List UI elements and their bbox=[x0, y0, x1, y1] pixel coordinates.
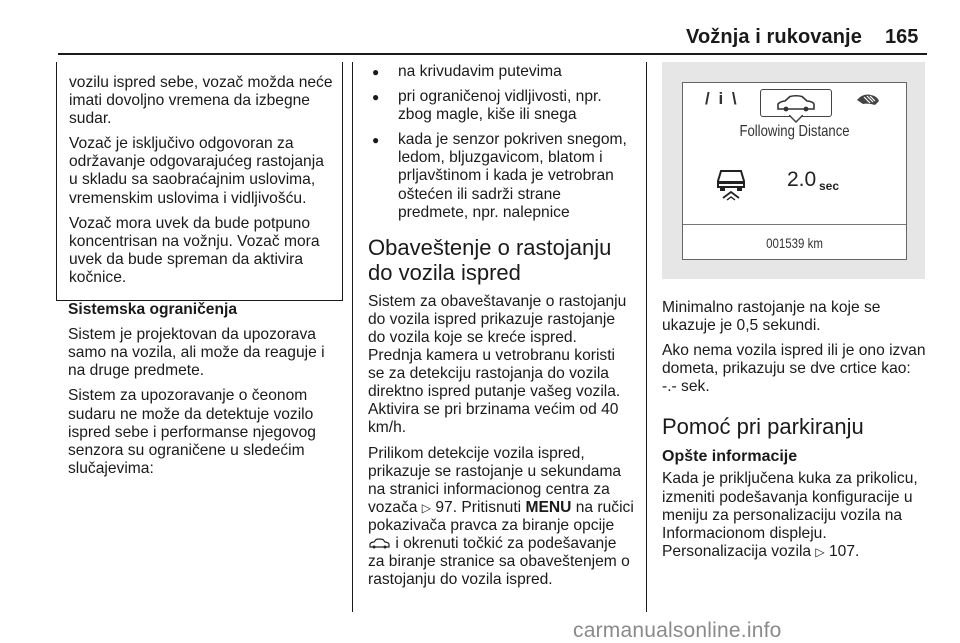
odometer-readout: 001539 km bbox=[766, 235, 823, 251]
body-paragraph: Minimalno rastojanje na koje se ukazuje je 0,5 sekundi. bbox=[662, 299, 881, 335]
display-tab-vehicle-selected bbox=[760, 89, 832, 117]
text-fragment: Kada je priključena kuka za prikolicu, izmeniti podešavanja konfiguracije u meniju za personalizaciju vozila na Informacionom displeju. Personalizacija vozila bbox=[662, 470, 918, 560]
page-reference-link[interactable]: 107 bbox=[829, 542, 856, 560]
column-3 bbox=[662, 62, 928, 568]
display-separator bbox=[683, 224, 906, 225]
body-paragraph bbox=[368, 445, 634, 590]
following-distance-value: 2.0 bbox=[787, 168, 817, 191]
header-rule bbox=[58, 53, 927, 55]
warning-box bbox=[56, 62, 343, 301]
cross-reference-icon: ▷ bbox=[421, 500, 431, 515]
page-header-title: Vožnja i rukovanje bbox=[686, 26, 862, 48]
display-title: Following Distance bbox=[739, 123, 850, 140]
section-heading-following-distance: Obaveštenje o rastojanju do vozila ispred bbox=[368, 234, 612, 285]
section-heading-parking-assist: Pomoć pri parkiranju bbox=[662, 414, 864, 440]
section-subheading-system-limits: Sistemska ograničenja bbox=[68, 301, 238, 319]
body-paragraph bbox=[662, 470, 928, 560]
page-reference-link[interactable]: 97 bbox=[435, 498, 453, 516]
text-fragment: i okrenuti točkić za podešavanje za biranje stranice sa obaveštenjem o rastojanju do vozila ispred. bbox=[368, 534, 630, 589]
tab-pointer bbox=[789, 115, 803, 123]
list-item: ● na krivudavim putevima bbox=[368, 63, 634, 81]
vehicle-ahead-icon bbox=[711, 167, 751, 201]
display-tab-bar bbox=[683, 90, 906, 114]
warning-paragraph: Vozač je isključivo odgovoran za održavanje odgovarajućeg rastojanja u skladu sa saobraćajnim uslovima, vremenskim uslovima i vidljivošću. bbox=[69, 135, 324, 207]
menu-button-label: MENU bbox=[525, 498, 572, 516]
watermark: carmanualsonline.info bbox=[573, 619, 782, 642]
display-tab-info: / i \ bbox=[705, 89, 739, 108]
column-1 bbox=[68, 62, 344, 485]
text-fragment: na ručici pokazivača pravca za biranje opcije bbox=[368, 498, 634, 534]
warning-paragraph: vozilu ispred sebe, vozač možda neće imati dovoljno vremena da izbegne sudar. bbox=[69, 74, 333, 128]
body-paragraph: Sistem za obaveštavanje o rastojanju do vozila ispred prikazuje rastojanje do vozila koje se kreće ispred. Prednja kamera u vetrobranu koristi se za detekciju rastojanja do vozila direktno ispred putanje vašeg vozila. Aktivira se pri brzinama većim od 40 km/h. bbox=[368, 292, 627, 437]
limitations-list bbox=[368, 63, 634, 222]
body-paragraph: Sistem je projektovan da upozorava samo na vozila, ali može da reaguje i na druge predmete. bbox=[68, 326, 325, 380]
warning-paragraph: Vozač mora uvek da bude potpuno koncentrisan na vožnju. Vozač mora uvek da bude spreman da aktivira kočnice. bbox=[69, 214, 320, 286]
road-sign-icon bbox=[855, 92, 881, 108]
column-divider-2 bbox=[646, 62, 647, 612]
car-icon bbox=[761, 90, 831, 116]
text-fragment: . bbox=[855, 542, 860, 560]
body-paragraph: Sistem za upozoravanje o čeonom sudaru ne može da detektuje vozilo ispred sebe i performanse njegovog senzora su ograničene u sledećim slučajevima: bbox=[68, 387, 316, 477]
body-paragraph: Ako nema vozila ispred ili je ono izvan dometa, prikazuju se dve crtice kao: -.- sek. bbox=[662, 342, 926, 396]
text-fragment: Prilikom detekcije vozila ispred, prikazuje se rastojanje u sekundama na stranici informacionog centra za vozača bbox=[368, 444, 622, 516]
car-icon bbox=[368, 538, 391, 549]
list-item: ● pri ograničenoj vidljivosti, npr. zbog magle, kiše ili snega bbox=[368, 88, 634, 124]
column-2 bbox=[368, 62, 634, 596]
driver-info-display-figure bbox=[662, 62, 925, 279]
text-fragment: . Pritisnuti bbox=[452, 498, 526, 516]
cross-reference-icon: ▷ bbox=[815, 544, 825, 559]
following-distance-unit: sec bbox=[819, 179, 840, 193]
section-subheading-general-info: Opšte informacije bbox=[662, 448, 798, 466]
column-divider-1 bbox=[352, 62, 353, 612]
display-screen bbox=[682, 82, 907, 260]
list-item: ● kada je senzor pokriven snegom, ledom, bljuzgavicom, blatom i prljavštinom i kada je vetrobran oštećen ili sadrži strane predmete, npr. nalepnice bbox=[368, 131, 634, 221]
page-number: 165 bbox=[885, 26, 919, 48]
